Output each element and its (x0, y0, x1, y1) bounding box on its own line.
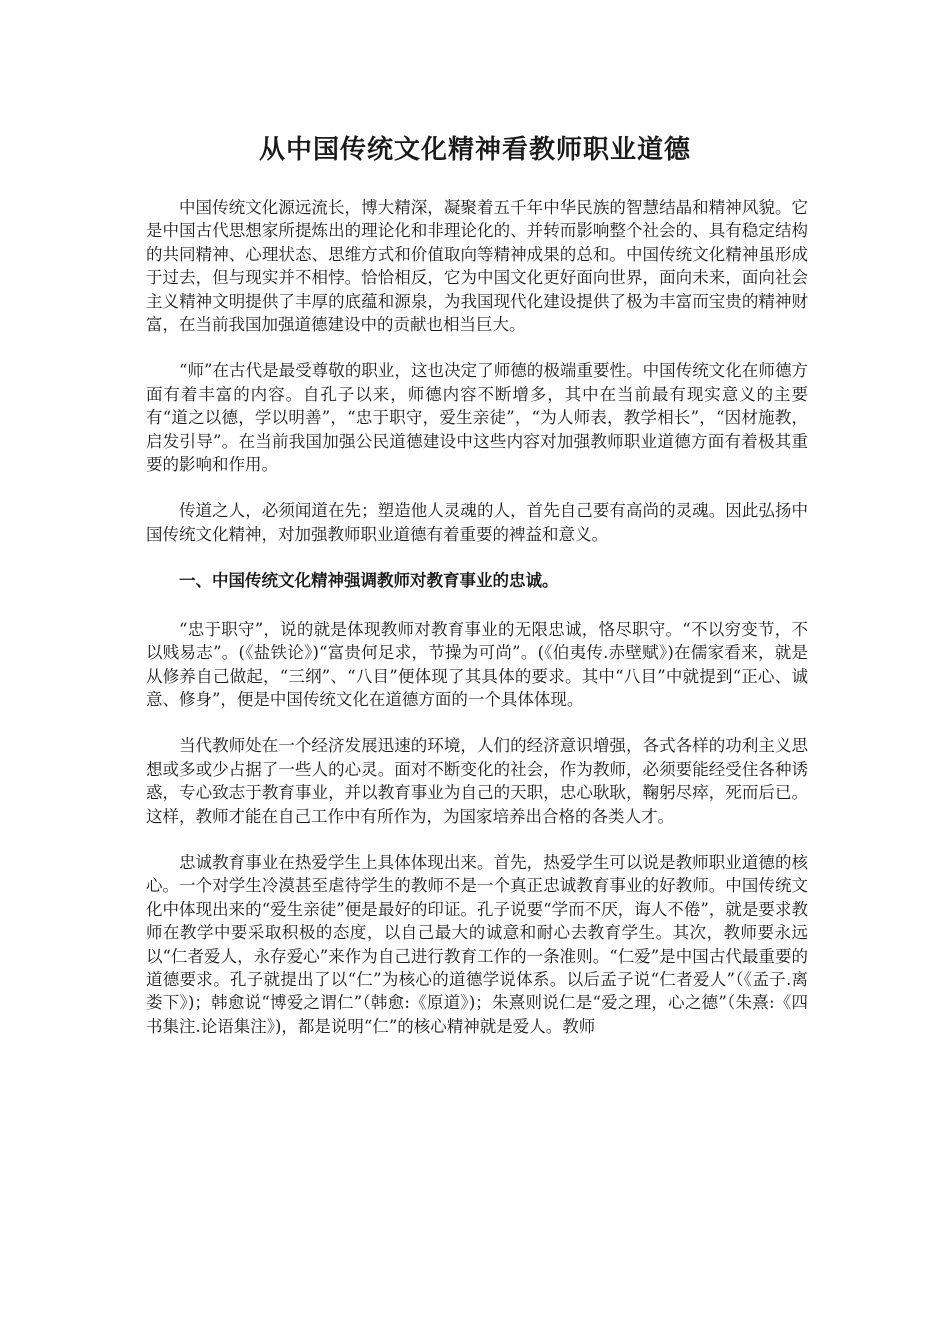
paragraph-intro: 中国传统文化源远流长，博大精深，凝聚着五千年中华民族的智慧结晶和精神风貌。它是中国古代思想家所提炼出的理论化和非理论化的、并转而影响整个社会的、具有稳定结构的共同精神、心理状态、思维方式和价值取向等精神成果的总和。中国传统文化精神虽形成于过去，但与现实并不相悖。恰恰相反，它为中国文化更好面向世界，面向未来，面向社会主义精神文明提供了丰厚的底蕴和源泉，为我国现代化建设提供了极为丰富而宝贵的精神财富，在当前我国加强道德建设中的贡献也相当巨大。 (146, 198, 808, 335)
document-title: 从中国传统文化精神看教师职业道德 (258, 135, 691, 165)
document-body (146, 196, 808, 1061)
section-heading-1: 一、中国传统文化精神强调教师对教育事业的忠诚。 (179, 571, 559, 591)
paragraph-teacher-ethics: “师”在古代是最受尊敬的职业，这也决定了师德的极端重要性。中国传统文化在师德方面有着丰富的内容。自孔子以来，师德内容不断增多，其中在当前最有现实意义的主要有“道之以德，学以明善”，“忠于职守，爱生亲徒”，“为人师表，教学相长”，“因材施教，启发引导”。在当前我国加强公民道德建设中这些内容对加强教师职业道德方面有着极其重要的影响和作用。 (146, 361, 808, 475)
paragraph-loyalty: “忠于职守”，说的就是体现教师对教育事业的无限忠诚，恪尽职守。“不以穷变节，不以贱易志”。(《盐铁论》)“富贵何足求，节操为可尚”。(《伯夷传.赤壁赋》)在儒家看来，就是从修养自己做起，“三纲”、“八目”便体现了其具体的要求。其中“八目”中就提到“正心、诚意、修身”，便是中国传统文化在道德方面的一个具体体现。 (146, 619, 808, 709)
paragraph-contemporary-teachers: 当代教师处在一个经济发展迅速的环境，人们的经济意识增强，各式各样的功利主义思想或多或少占据了一些人的心灵。面对不断变化的社会，作为教师，必须要能经受住各种诱惑，专心致志于教育事业，并以教育事业为自己的天职，忠心耿耿，鞠躬尽瘁，死而后已。这样，教师才能在自己工作中有所作为，为国家培养出合格的各类人才。 (146, 736, 808, 826)
paragraph-love-students: 忠诚教育事业在热爱学生上具体体现出来。首先，热爱学生可以说是教师职业道德的核心。一个对学生冷漠甚至虐待学生的教师不是一个真正忠诚教育事业的好教师。中国传统文化中体现出来的“爱生亲徒”便是最好的印证。孔子说要“学而不厌，诲人不倦”，就是要求教师在教学中要采取积极的态度，以自己最大的诚意和耐心去教育学生。其次，教师要永远以“仁者爱人，永存爱心”来作为自己进行教育工作的一条准则。“仁爱”是中国古代最重要的道德要求。孔子就提出了以“仁”为核心的道德学说体系。以后孟子说“仁者爱人”（《孟子.离娄下》)；韩愈说“博爱之谓仁”（韩愈:《原道》)；朱熹则说仁是“爱之理，心之德”（朱熹:《四书集注.论语集注》)，都是说明“仁”的核心精神就是爱人。教师 (146, 852, 808, 1036)
paragraph-transmit-dao: 传道之人，必须闻道在先；塑造他人灵魂的人，首先自己要有高尚的灵魂。因此弘扬中国传统文化精神，对加强教师职业道德有着重要的裨益和意义。 (146, 501, 808, 544)
